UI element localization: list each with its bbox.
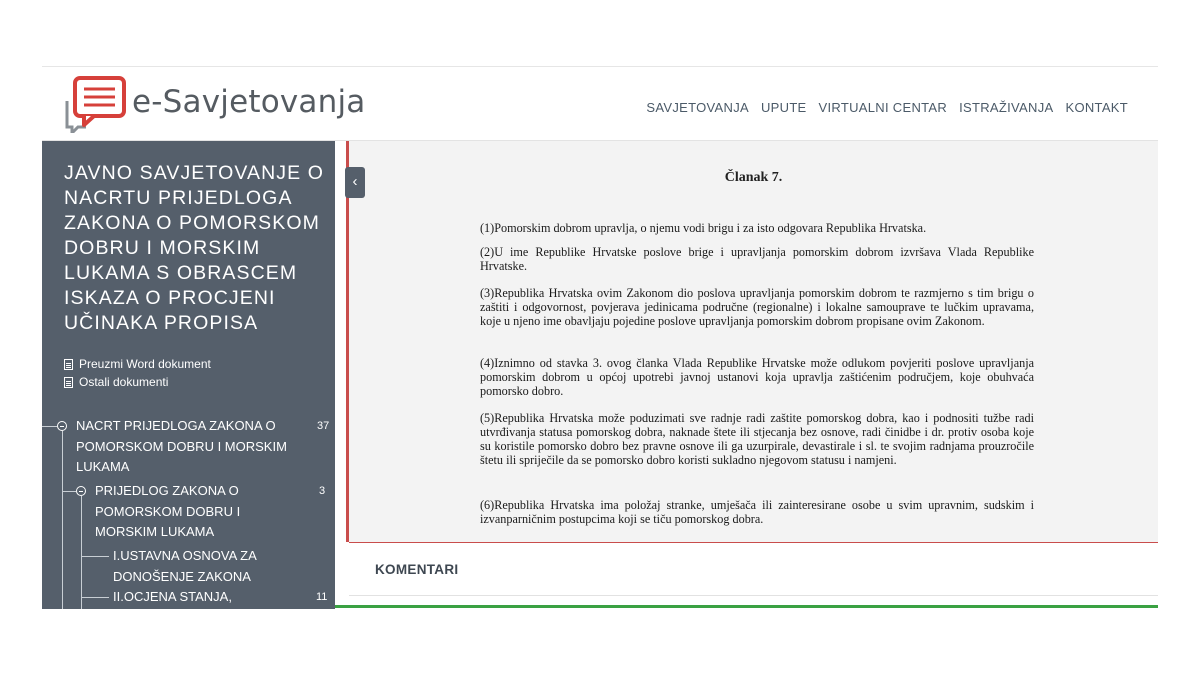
tree-connector [81,556,109,557]
article-title: Članak 7. [724,170,783,185]
article-paragraph[interactable]: (2)U ime Republike Hrvatske poslove brige i upravljanja pomorskim dobrom izvršava Vlada Republike Hrvatske. [480,245,1034,273]
tree-item-prijedlog[interactable]: PRIJEDLOG ZAKONA O POMORSKOM DOBRU I MORSKIM LUKAMA [95,483,241,539]
consultation-title: JAVNO SAVJETOVANJE O NACRTU PRIJEDLOGA ZAKONA O POMORSKOM DOBRU I MORSKIM LUKAMA S OBRASCEM ISKAZA O PROCJENI UČINAKA PROPISA [64,162,325,334]
comments-heading: KOMENTARI [375,562,459,577]
tree-connector [42,426,57,427]
article-paragraph[interactable]: (1)Pomorskim dobrom upravlja, o njemu vodi brigu i za isto odgovara Republika Hrvatska. [480,221,927,235]
tree-item-ustavna-osnova[interactable]: I.USTAVNA OSNOVA ZA DONOŠENJE ZAKONA [113,548,257,584]
chat-bubbles-icon [64,75,126,133]
document-icon [64,359,73,370]
nav-istrazivanja[interactable]: ISTRAŽIVANJA [959,100,1054,115]
download-word-link[interactable] [64,357,211,371]
main-nav [646,100,1128,115]
logo-text: e-Savjetovanja [132,84,366,120]
app-frame [42,66,1158,609]
article-paragraph[interactable]: (4)Iznimno od stavka 3. ovog članka Vlada Republike Hrvatske može odlukom povjeriti poslove upravljanja pomorskim dobrom u općoj upotrebi javnoj ustanovi koja upravlja zaštićenim područjem, koje obuhvaća pomorsko dobro. [480,356,1034,398]
nav-savjetovanja[interactable]: SAVJETOVANJA [646,100,749,115]
tree-connector [62,431,63,609]
site-header [42,67,1158,141]
tree-connector [81,496,82,609]
progress-accent-line [335,605,1158,608]
article-paragraph[interactable]: (3)Republika Hrvatska ovim Zakonom dio poslova upravljanja pomorskim dobrom te razmjerno s tim brigu o zaštiti i odgovornost, povjerava jedinicama područne (regionalne) i lokalne samouprave te lučkim upravama, koje u njeno ime obavljaju pojedine poslove upravljanja pomorskim dobrom propisane ovim Zakonom. [480,286,1034,328]
nav-virtualni-centar[interactable]: VIRTUALNI CENTAR [818,100,948,115]
comment-count: 37 [317,420,330,432]
comment-count: 3 [319,485,326,497]
other-documents-link[interactable] [64,375,168,389]
document-icon [64,377,73,388]
nav-upute[interactable]: UPUTE [760,100,807,115]
article-panel [349,141,1158,543]
tree-connector [62,491,76,492]
article-paragraph[interactable]: (6)Republika Hrvatska ima položaj stranke, umješača ili zainteresirane osobe u svim upravnim, sudskim i izvanparničnim postupcima koji se tiču pomorskog dobra. [480,498,1034,526]
sidebar [42,141,335,609]
tree-item-ocjena-stanja[interactable]: II.OCJENA STANJA, [113,589,232,604]
site-logo[interactable] [64,75,365,133]
collapse-icon[interactable] [57,421,67,431]
other-documents-label: Ostali dokumenti [79,375,169,389]
comment-count: 11 [316,591,328,603]
nav-kontakt[interactable]: KONTAKT [1065,100,1128,115]
tree-item-nacrt[interactable]: NACRT PRIJEDLOGA ZAKONA O POMORSKOM DOBRU I MORSKIM LUKAMA [76,418,287,474]
tree-connector [81,597,109,598]
collapse-icon[interactable] [76,486,86,496]
collapse-sidebar-button[interactable]: ‹ [345,167,365,198]
article-paragraph[interactable]: (5)Republika Hrvatska može poduzimati sve radnje radi zaštite pomorskog dobra, kao i podnositi tužbe radi utvrđivanja statusa pomorskog dobra, naknade štete ili stjecanja bez osnove, radi činidbe i dr. protiv osoba koje su koristile pomorsko dobro bez pravne osnove ili ga uzurpirale, devastirale i sl. te svojim radnjama prouzročile štetu ili spriječile da se pomorsko dobro koristi sukladno njegovom statusu i namjeni. [480,411,1034,467]
comments-section [349,543,1158,596]
download-word-label: Preuzmi Word dokument [79,357,211,371]
